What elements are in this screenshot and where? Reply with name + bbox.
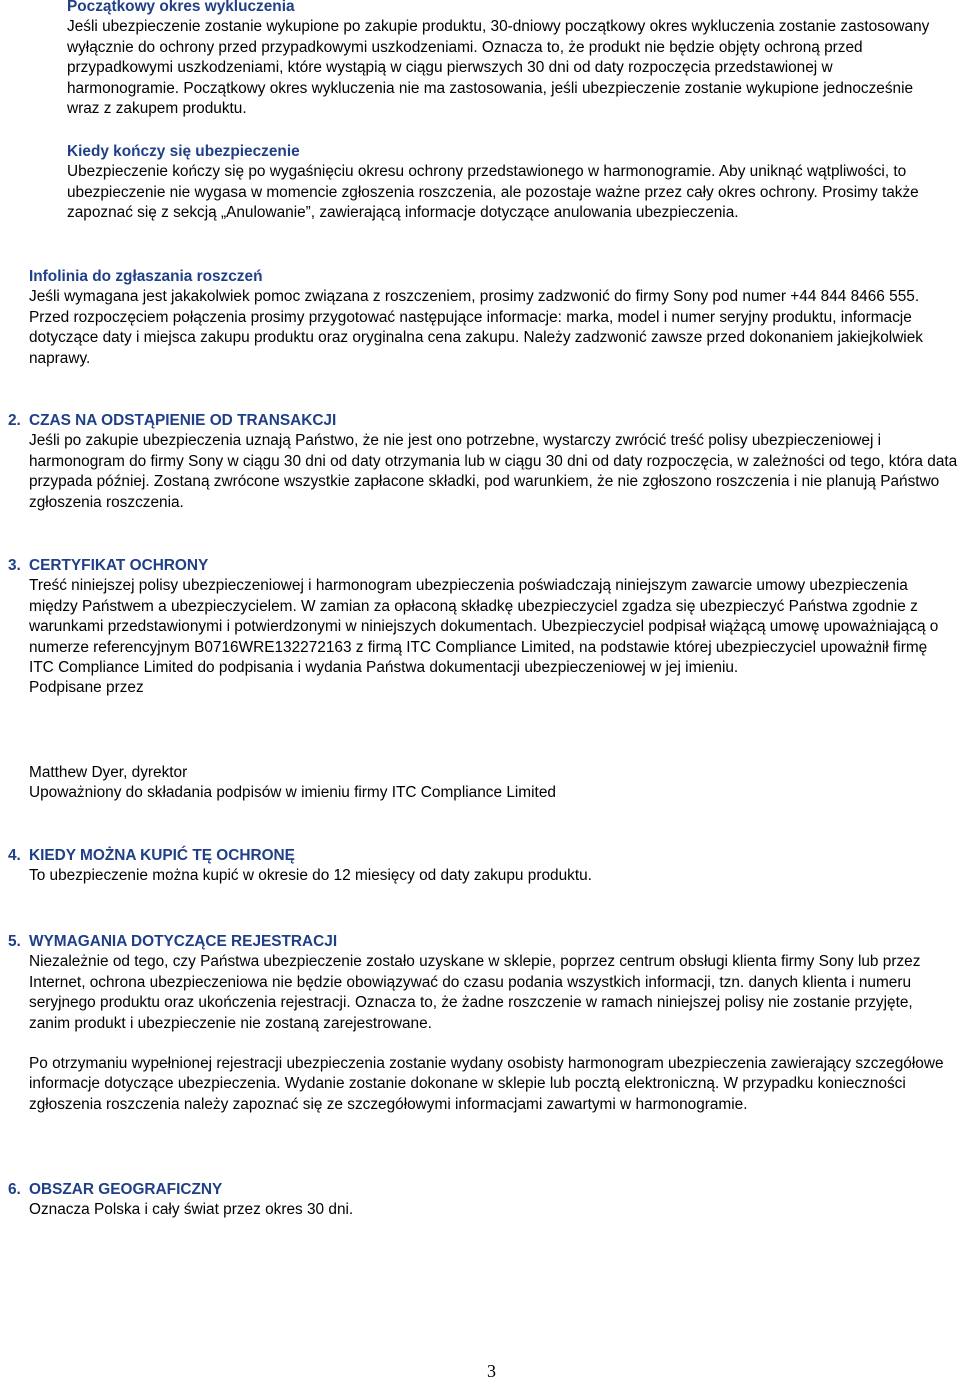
section-text: Treść niniejszej polisy ubezpieczeniowej i harmonogram ubezpieczenia poświadczają niniejszym zawarcie umowy ubezpieczenia między Państwem a ubezpieczycielem. W zamian za opłaconą składkę ubezpieczyciel zgadza się ubezpieczyć Państwa zgodnie z warunkami przedstawionymi i potwierdzonymi w niniejszych dokumentach. Ubezpieczyciel podpisał wiążącą umowę upoważniającą o numerze referencyjnym B0716WRE132272163 z firmą ITC Compliance Limited, na podstawie której ubezpieczyciel upoważnił firmę ITC Compliance Limited do podpisania i wydania Państwa dokumentacji ubezpieczeniowej w jej imieniu. [29,577,939,677]
signed-by-label: Podpisane przez [29,679,144,697]
section-title: KIEDY MOŻNA KUPIĆ TĘ OCHRONĘ [29,847,295,864]
section-text: Ubezpieczenie kończy się po wygaśnięciu okresu ochrony przedstawionego w harmonogramie. Aby uniknąć wątpliwości, to ubezpieczenie nie wygasa w momencie zgłoszenia roszczenia, ale pozostaje ważne przez cały okres ochrony. Prosimy także zapoznać się z sekcją „Anulowanie”, zawierającą informacje dotyczące anulowania ubezpieczenia. [67,163,919,222]
section-text: Jeśli wymagana jest jakakolwiek pomoc związana z roszczeniem, prosimy zadzwonić do firmy Sony pod numer +44 844 8466 555. Przed rozpoczęciem połączenia prosimy przygotować następujące informacje: marka, model i numer seryjny produktu, informacje dotyczące daty i miejsca zakupu produktu oraz oryginalna cena zakupu. Należy zadzwonić zawsze przed dokonaniem jakiejkolwiek naprawy. [29,288,923,367]
section-text: Jeśli ubezpieczenie zostanie wykupione po zakupie produktu, 30-dniowy początkowy okres wykluczenia zostanie zastosowany wyłącznie do ochrony przed przypadkowymi uszkodzeniami. Oznacza to, że produkt nie będzie objęty ochroną przed przypadkowymi uszkodzeniami, które wystąpią w ciągu pierwszych 30 dni od daty rozpoczęcia przedstawionej w harmonogramie. Początkowy okres wykluczenia nie ma zastosowania, jeśli ubezpieczenie zostanie wykupione jednocześnie wraz z zakupem produktu. [67,18,930,118]
section-number: 4. [8,847,21,864]
section-text-2: Po otrzymaniu wypełnionej rejestracji ubezpieczenia zostanie wydany osobisty harmonogram ubezpieczenia zawierający szczegółowe informacje dotyczące ubezpieczenia. Wydanie zostanie dokonane w sklepie lub pocztą elektroniczną. W przypadku konieczności zgłoszenia roszczenia należy zapoznać się ze szczegółowymi informacjami zawartymi w harmonogramie. [29,1055,944,1113]
signer-name: Matthew Dyer, dyrektor [29,764,188,781]
section-number: 6. [8,1181,21,1198]
section-title: Kiedy kończy się ubezpieczenie [67,143,300,160]
section-number: 3. [8,557,21,574]
signer-role: Upoważniony do składania podpisów w imieniu firmy ITC Compliance Limited [29,784,556,802]
section-number: 5. [8,933,21,950]
section-title: Infolinia do zgłaszania roszczeń [29,268,263,285]
section-text: Jeśli po zakupie ubezpieczenia uznają Państwo, że nie jest ono potrzebne, wystarczy zwrócić treść polisy ubezpieczeniowej i harmonogram do firmy Sony w ciągu 30 dni od daty otrzymania lub w ciągu 30 dni od daty rozpoczęcia, w zależności od tego, która data przypada później. Zostaną zwrócone wszystkie zapłacone składki, pod warunkiem, że nie zgłoszono roszczenia i nie planują Państwo zgłoszenia roszczenia. [29,432,958,511]
section-title: Początkowy okres wykluczenia [67,0,295,15]
signature-block [29,763,949,804]
section-title: CZAS NA ODSTĄPIENIE OD TRANSAKCJI [29,412,337,429]
section-claims-hotline [29,267,953,369]
section-text: Niezależnie od tego, czy Państwa ubezpieczenie zostało uzyskane w sklepie, poprzez centrum obsługi klienta firmy Sony lub przez Internet, ochrona ubezpieczeniowa nie będzie obowiązywać do czasu podania wszystkich informacji, tzn. danych klienta i numeru seryjnego produktu oraz ukończenia rejestracji. Oznacza to, że żadne roszczenie w ramach niniejszej polisy nie zostanie przyjęte, zanim produkt i ubezpieczenie nie zostaną zarejestrowane. [29,953,921,1032]
section-title: OBSZAR GEOGRAFICZNY [29,1181,223,1198]
section-number: 2. [8,412,21,429]
section-text: To ubezpieczenie można kupić w okresie do 12 miesięcy od daty zakupu produktu. [29,867,592,885]
page-number: 3 [487,1361,496,1381]
section-initial-exclusion [67,0,947,119]
section-text: Oznacza Polska i cały świat przez okres 30 dni. [29,1201,354,1219]
section-title: WYMAGANIA DOTYCZĄCE REJESTRACJI [29,933,338,950]
section-title: CERTYFIKAT OCHRONY [29,557,209,574]
section-insurance-end [67,142,947,224]
